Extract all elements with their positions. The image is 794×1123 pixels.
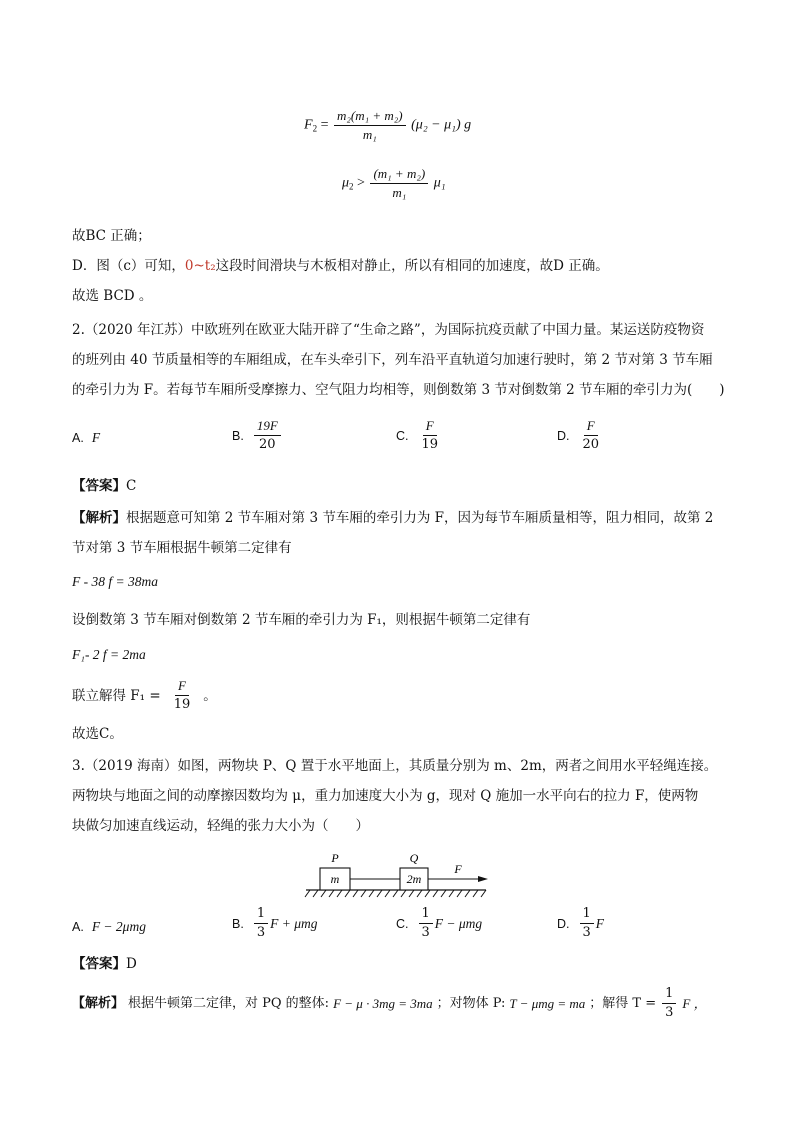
force-label: F (454, 862, 462, 876)
q2-option-d-label: D. (557, 428, 570, 443)
q2-answer (72, 476, 136, 496)
q2-option-b-fraction (254, 418, 281, 453)
eq1-equals: = (320, 117, 329, 133)
q2-stem-line3: 的牵引力为 F。若每节车厢所受摩擦力、空气阻力均相等，则倒数第 3 节对倒数第 2 节车厢的牵引力为( ) (72, 382, 725, 398)
q3-option-a-label: A. (72, 920, 84, 934)
eq1-tail: (μ₂ − μ₁) g (411, 117, 472, 133)
q2-choose: 故选C。 (72, 726, 123, 742)
q2-solution-num: F (175, 678, 189, 696)
q3-figure (300, 846, 500, 902)
q2-stem-line1: 2.（2020 年江苏）中欧班列在欧亚大陆开辟了“生命之路”，为国际抗疫贡献了中国力量。某运送防疫物资 (72, 322, 705, 338)
q3-option-b-fraction (254, 906, 268, 941)
q3-option-c-tail: F − μmg (434, 915, 483, 931)
eq2-operator: > (357, 175, 365, 191)
q3-analysis-text-a: 根据牛顿第二定律，对 PQ 的整体: (128, 995, 330, 1011)
q3-option-c[interactable] (396, 906, 482, 941)
q2-analysis-line2: 节对第 3 节车厢根据牛顿第二定律有 (72, 540, 292, 556)
q2-option-b-num: 19F (254, 418, 281, 436)
q3-answer-value: D (126, 956, 137, 972)
q2-option-b[interactable] (232, 418, 283, 453)
ground-hatch (305, 890, 486, 897)
q3-option-d-tail: F (595, 915, 605, 931)
q2-option-a[interactable] (72, 428, 100, 448)
eq1-denominator: m₁ (362, 127, 377, 142)
q3-option-d-num: 1 (580, 906, 594, 924)
q2-solution (72, 678, 217, 713)
q2-option-d-fraction (580, 418, 603, 453)
q3-option-b[interactable] (232, 906, 317, 941)
q2-analysis-tag: 【解析】 (72, 510, 126, 526)
q2-analysis-text1: 根据题意可知第 2 节车厢对第 3 节车厢的牵引力为 F，因为每节车厢质量相等，阻力相同，故第 2 (126, 510, 714, 526)
q3-stem-line2: 两物块与地面之间的动摩擦因数均为 μ，重力加速度大小为 g，现对 Q 施加一水平向右的拉力 F，使两物 (72, 788, 699, 804)
eq1-numerator: m₂(m₁ + m₂) (334, 108, 406, 126)
equation-mu2 (342, 166, 446, 201)
q3-result-num: 1 (662, 986, 676, 1004)
force-arrowhead (478, 876, 488, 882)
q3-eq-whole: F − μ · 3mg = 3ma (333, 995, 433, 1011)
q2-option-c[interactable] (396, 418, 443, 453)
eq2-fraction (370, 166, 428, 201)
block-p-mass: m (330, 872, 340, 886)
conclusion-bc: 故BC 正确； (72, 228, 151, 244)
q2-option-b-den: 20 (259, 437, 276, 452)
q3-option-b-label: B. (232, 916, 244, 931)
q2-equation-b: F₁- 2 f = 2ma (72, 647, 146, 662)
option-d-text-b: 这段时间滑块与木板相对静止，所以有相同的加速度，故D 正确。 (215, 258, 609, 274)
option-d-range: 0~t₂ (184, 258, 216, 274)
eq1-lhs-sub: 2 (312, 123, 318, 134)
q2-option-a-label: A. (72, 431, 84, 445)
q2-analysis-line3: 设倒数第 3 节车厢对倒数第 2 节车厢的牵引力为 F₁，则根据牛顿第二定律有 (72, 612, 531, 628)
q3-option-c-den: 3 (421, 925, 430, 940)
q3-result-tail: F ， (682, 995, 707, 1011)
q2-analysis-line1 (72, 508, 713, 528)
option-d-text-a: D．图（c）可知， (72, 258, 185, 274)
q3-option-c-num: 1 (419, 906, 433, 924)
eq2-denominator: m₁ (392, 185, 407, 200)
q3-analysis-text-c: ；解得 T = (589, 995, 657, 1011)
q3-option-b-num: 1 (254, 906, 268, 924)
prev-choose: 故选 BCD 。 (72, 288, 153, 304)
block-p-label: P (331, 851, 339, 865)
q3-option-d[interactable] (557, 906, 604, 941)
q3-answer (72, 954, 137, 974)
q3-option-b-tail: F + μmg (270, 915, 318, 931)
q3-option-d-den: 3 (582, 925, 591, 940)
q3-answer-tag: 【答案】 (72, 956, 126, 972)
q2-solution-suffix: 。 (203, 687, 217, 704)
q3-analysis (72, 986, 707, 1021)
eq1-fraction (334, 108, 406, 143)
q2-option-c-den: 19 (421, 437, 439, 452)
q3-eq-p: T − μmg = ma (509, 995, 586, 1011)
q3-stem-line3: 块做匀加速直线运动，轻绳的张力大小为（ ） (72, 818, 369, 834)
q3-result-fraction (662, 986, 676, 1021)
q3-stem-line1: 3.（2019 海南）如图，两物块 P、Q 置于水平地面上，其质量分别为 m、2m，两者之间用水平轻绳连接。 (72, 758, 718, 774)
q2-stem-line2: 的班列由 40 节质量相等的车厢组成，在车头牵引下，列车沿平直轨道匀加速行驶时，第 2 节对第 3 节车厢 (72, 352, 713, 368)
q2-solution-prefix: 联立解得 F₁ = (72, 687, 161, 704)
q2-option-c-fraction (419, 418, 442, 453)
eq2-numerator: (m₁ + m₂) (370, 166, 428, 184)
q3-option-a[interactable] (72, 917, 146, 937)
q2-solution-den: 19 (173, 697, 191, 712)
eq2-tail: μ₁ (433, 175, 446, 191)
q2-option-d[interactable] (557, 418, 604, 453)
eq2-lhs-sub: 2 (349, 181, 354, 192)
q3-analysis-tag: 【解析】 (72, 995, 125, 1011)
q2-option-c-num: F (423, 418, 437, 436)
q2-answer-tag: 【答案】 (72, 478, 126, 494)
q2-answer-value: C (126, 478, 137, 494)
q2-option-a-value: F (91, 430, 101, 445)
q3-analysis-text-b: ；对物体 P: (436, 995, 506, 1011)
q3-option-d-label: D. (557, 916, 570, 931)
option-d-explanation (72, 256, 609, 276)
eq2-lhs: μ (342, 175, 350, 191)
q3-option-b-den: 3 (256, 925, 266, 940)
equation-f2 (304, 108, 471, 143)
q2-option-b-label: B. (232, 428, 244, 443)
q2-option-d-den: 20 (582, 437, 600, 452)
q3-option-a-value: F − 2μmg (91, 919, 146, 934)
q3-option-c-label: C. (396, 916, 409, 931)
block-q-label: Q (409, 851, 419, 865)
block-q-mass: 2m (406, 872, 422, 886)
q3-option-d-fraction (580, 906, 594, 941)
q3-option-c-fraction (419, 906, 433, 941)
q2-option-c-label: C. (396, 428, 409, 443)
q2-option-d-num: F (584, 418, 598, 436)
q3-result-den: 3 (665, 1005, 674, 1020)
q2-equation-a: F - 38 f = 38ma (72, 574, 158, 589)
eq1-lhs: F (304, 117, 313, 133)
q2-solution-fraction (171, 678, 194, 713)
